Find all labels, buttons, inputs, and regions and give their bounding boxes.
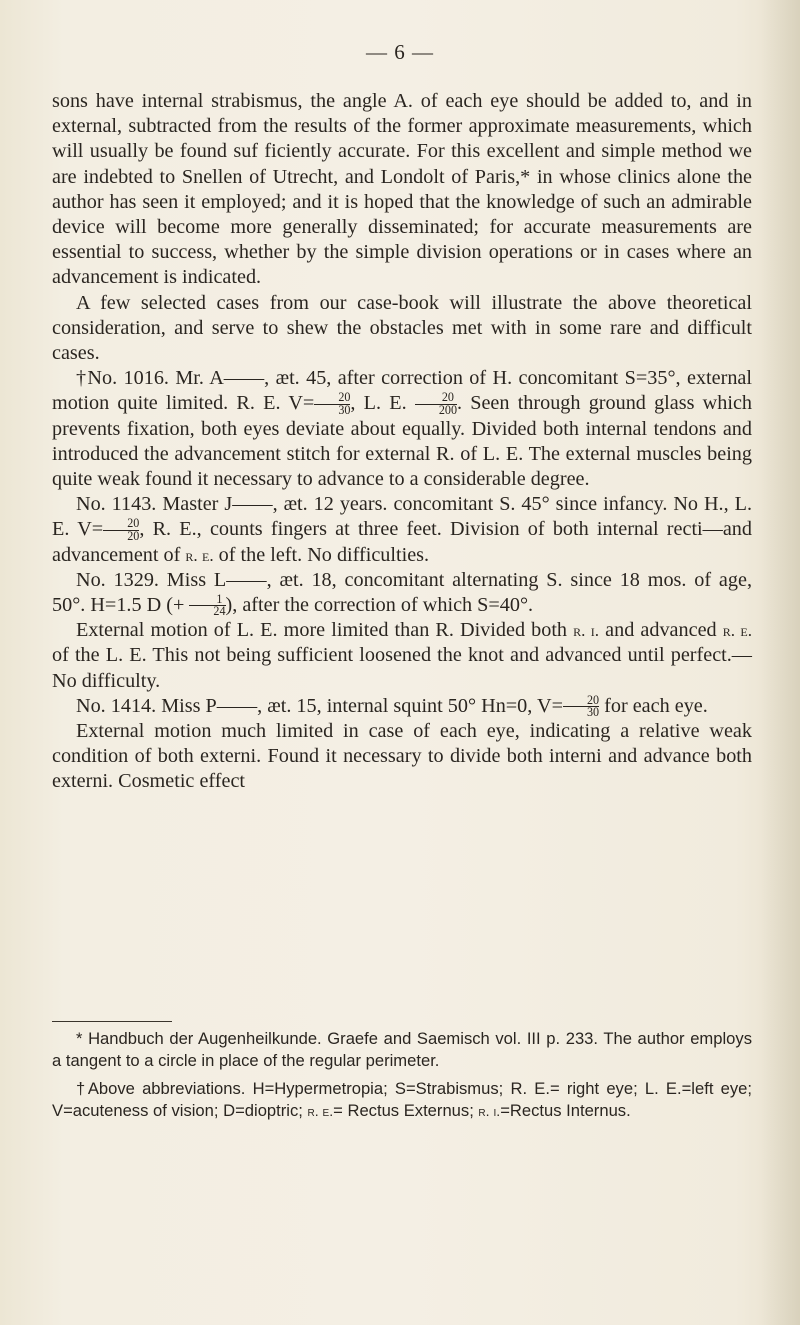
fraction-h: $\frac{1}{24}$	[189, 594, 225, 618]
paragraph-cases-intro: A few selected cases from our case-book will illustrate the above theoretical consideration, and serve to shew the obstacles met with in some rare and difficult cases.	[52, 291, 752, 365]
page-number: — 6 —	[366, 40, 434, 64]
case-1414: No. 1414. Miss P——, æt. 15, internal squint 50° Hn=0, V= $\frac{20}{30}$ for each eye.	[76, 692, 708, 720]
case-1016: †No. 1016. Mr. A——, æt. 45, after correction of H. concomitant S=35°, external motion quite limited. R. E. V= $\frac{20}{30}$ , L. E. $\frac{20}{200}$ . Seen through ground glass which prevents fixation, both eyes deviate about equally. Divided both internal tendons and introduced the advancement stitch for external R. of L. E. The external muscles being quite weak found it necessary to advance to a considerable degree.	[52, 367, 752, 491]
case-1329: No. 1329. Miss L——, æt. 18, concomitant alternating S. since 18 mos. of age, 50°. H=1.5 D (+ $\frac{1}{24}$ ), after the correction of which S=40°.	[52, 568, 752, 619]
body-text	[52, 89, 752, 795]
fraction-v: $\frac{20}{30}$	[563, 695, 599, 719]
fraction-v-le: $\frac{20}{200}$	[415, 392, 457, 416]
case-1143: No. 1143. Master J——, æt. 12 years. concomitant S. 45° since infancy. No H., L. E. V= $\frac{20}{20}$ , R. E., counts fingers at three feet. Division of both internal recti—and advancement of r. e. of the left. No difficulties.	[52, 493, 752, 566]
footnote-dagger: †Above abbreviations. H=Hypermetropia; S=Strabismus; R. E.= right eye; L. E.=left eye; V=acuteness of vision; D=dioptric; r. e.= Rectus Externus; r. i.=Rectus Internus.	[52, 1079, 752, 1120]
case-1414-continued: External motion much limited in case of each eye, indicating a relative weak condition of both externi. Found it necessary to divide both interni and advance both externi. Cosmetic effect	[52, 720, 752, 793]
footnote-rule	[52, 1021, 172, 1022]
footnote-star: * Handbuch der Augenheilkunde. Graefe and Saemisch vol. III p. 233. The author employs a tangent to a circle in place of the regular perimeter.	[52, 1029, 752, 1070]
footnotes	[52, 1028, 752, 1122]
page-edge-shadow	[760, 0, 800, 1325]
fraction-v: $\frac{20}{20}$	[103, 518, 139, 542]
fraction-v-re: $\frac{20}{30}$	[314, 392, 350, 416]
paragraph-intro: sons have internal strabismus, the angle A. of each eye should be added to, and in external, subtracted from the results of the former approximate measurements, which will usually be found suf ficiently accurate. For this excellent and simple method we are indebted to Snellen of Utrecht, and Londolt of Paris,* in whose clinics alone the author has seen it employed; and it is hoped that the knowledge of such an admirable device will become more generally disseminated; for accurate measurements are essential to success, whether by the simple division operations or in cases where an advancement is indicated.	[52, 90, 752, 289]
case-1329-continued: External motion of L. E. more limited than R. Divided both r. i. and advanced r. e. of the L. E. This not being sufficient loosened the knot and advanced until perfect.—No difficulty.	[52, 619, 752, 692]
